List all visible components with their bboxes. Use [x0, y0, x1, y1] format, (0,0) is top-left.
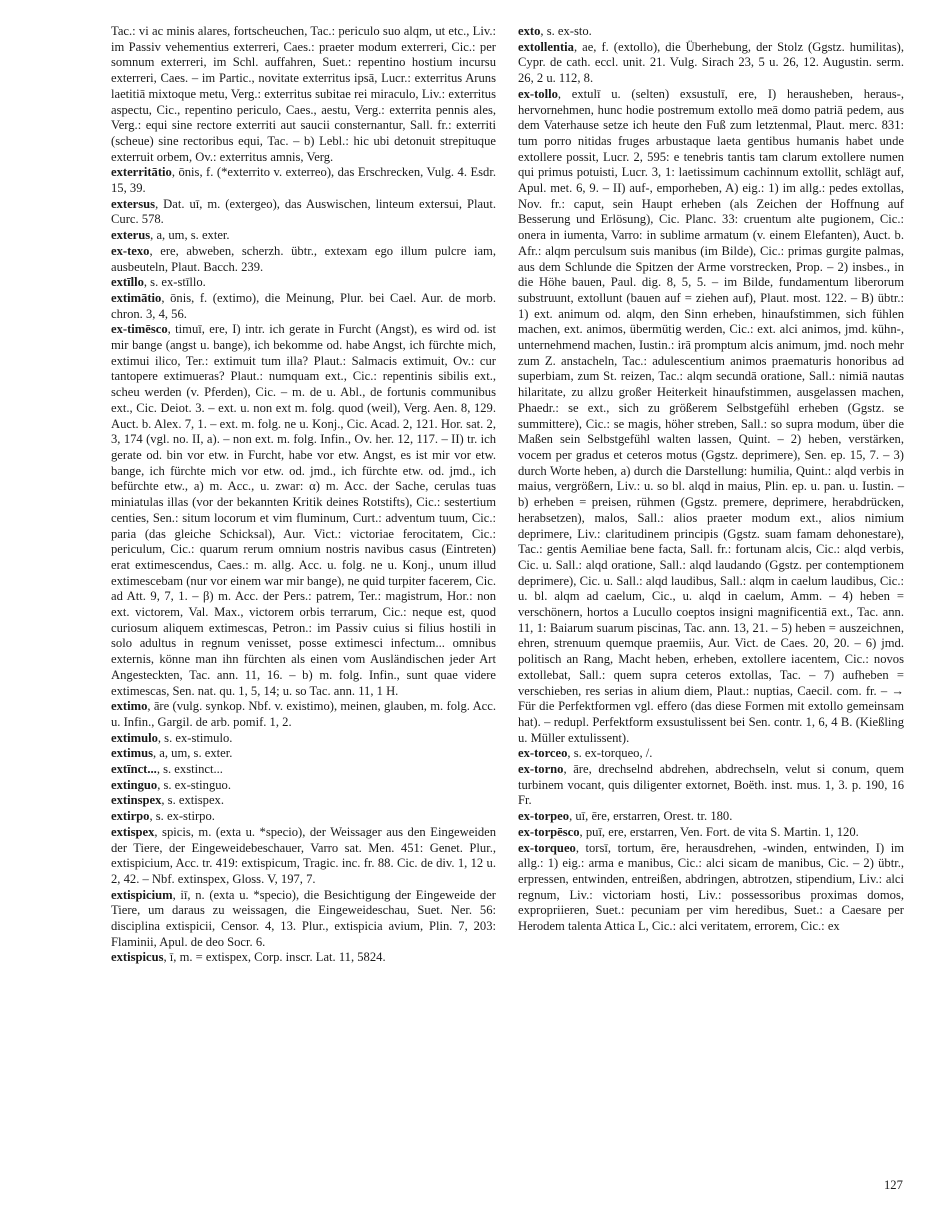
entry-headword: extinspex — [111, 793, 162, 808]
entry-headword: extimātio — [111, 290, 162, 305]
entry-text: , torsī, tortum, ēre, herausdrehen, -winden, entwinden, I) im allg.: 1) eig.: arma e manibus, Cic.: alci sicam de manibus, Cic. – 2) übtr., erpressen, entwinden, entreißen, abdringen, abtrotzen, stipendium, Liv.: alci regnum, Liv.: victoriam hosti, Liv.: possessoribus proximas domos, expropriieren, Suet.: pecuniam per vim heredibus, Suet.: a Caesare per Herodem talenta Attica L, Cic.: alci veritatem, errorem, Cic.: ex — [518, 840, 904, 934]
entry-text: , ōnis, f. (*exterrito v. exterreo), das Erschrecken, Vulg. 4. Esdr. 15, 39. — [111, 165, 496, 196]
entry-text: , āre, drechselnd abdrehen, abdrechseln, velut si conum, quem turbinem vocant, quis diligenter extornet, Boëth. inst. mus. 1, 3. p. 190, 16 Fr. — [518, 762, 904, 808]
dictionary-entry — [111, 165, 496, 196]
dictionary-entry — [111, 244, 496, 275]
dictionary-entry — [111, 793, 496, 809]
column-left — [111, 24, 496, 966]
entry-text: , a, um, s. exter. — [152, 746, 233, 761]
dictionary-entry — [111, 778, 496, 794]
entry-text: , s. extispex. — [161, 793, 224, 808]
dictionary-entry — [111, 888, 496, 951]
entry-headword: extimo — [111, 699, 148, 714]
entry-text: , āre (vulg. synkop. Nbf. v. existimo), meinen, glauben, m. folg. Acc. u. Infin., Gargil. de arb. pomif. 1, 2. — [111, 699, 496, 729]
entry-text: , ae, f. (extollo), die Überhebung, der Stolz (Ggstz. humilitas), Cypr. de cath. eccl. unit. 21. Vulg. Sirach 23, 5 u. 26, 12. Augustin. serm. 26, 2 u. 112, 8. — [518, 39, 904, 86]
dictionary-entry — [111, 699, 496, 730]
entry-text: , s. ex-sto. — [540, 24, 592, 38]
column-right — [518, 24, 904, 935]
dictionary-entry — [518, 762, 904, 809]
entry-text: , ōnis, f. (extimo), die Meinung, Plur. bei Cael. Aur. de morb. chron. 3, 4, 56. — [111, 290, 496, 321]
dictionary-entry — [518, 87, 904, 747]
entry-text: , s. ex-torqueo, /. — [567, 746, 653, 761]
dictionary-entry — [518, 24, 904, 40]
entry-text: , a, um, s. exter. — [150, 228, 230, 243]
entry-headword: extīnct... — [111, 762, 157, 777]
dictionary-entry — [111, 197, 496, 228]
entry-text: , s. ex-stirpo. — [149, 809, 215, 824]
entry-headword: exterus — [111, 228, 151, 243]
dictionary-entry — [111, 731, 496, 747]
entry-headword: extollentia — [518, 39, 574, 54]
entry-headword: ex-torceo — [518, 746, 568, 761]
dictionary-entry — [111, 322, 496, 699]
entry-headword: ex-tollo — [518, 86, 558, 101]
page-number: 127 — [884, 1178, 903, 1192]
entry-text: , s. exstinct... — [156, 762, 223, 777]
entry-text: , ī, m. = extispex, Corp. inscr. Lat. 11, 5824. — [163, 950, 386, 965]
dictionary-entry — [518, 841, 904, 935]
entry-text: , timuī, ere, I) intr. ich gerate in Furcht (Angst), es wird od. ist mir bange (angst u. bange), ich bekomme od. habe Angst, ich fürchte mich, extimui ilico, Ter.: extimuit tum illa? Plaut.: Salmacis extimuit, Ov.: cur tantopere extimueras? Plaut.: numquam ext., Cic.: repentinis sibilis ext., scheu werden (v. Pferden), Cic. – m. de u. Abl., de fortunis communibus ext., Cic. Deiot. 3. – ext. u. non ext m. folg. quod (weil), Verg. Aen. 8, 129. Auct. b. Alex. 7, 1. – ext. m. folg. ne u. Konj., Cic. Acad. 2, 121. Hor. sat. 2, 3, 174 (vgl. no. II, a). – non ext. m. folg. Infin., Ov. her. 12, 117. – II) tr. ich gerate od. bin vor etw. in Furcht, habe vor etw. Angst, es ist mir vor etw. bange, ich fürchte mich vor etw. od. jmd., ich fürchte etw. od. jmd., ich befürchte etw., a) m. Acc., u. zwar: α) m. Acc. der Sache, cerulas tuas miniatulas illas (vor der bekannten Kritik deines Rotstifts), Cic.: sestertium centies, Sen.: situm locorum et vim fluminum, Curt.: adventum tuum, Cic.: paria (das gleiche Schicksal), Aur. Vict.: victoriae ferocitatem, Cic.: periculum, Cic.: quarum rerum omnium nostris navibus casus (Eintreten) erat extimescendus, Caes.: m. allg. Acc. u. folg. ne u. Konj., unum illud extimescebam (nur vor einem war mir bange), ne quid turpiter facerem, Cic. ad Att. 9, 7, 1. – β) m. Acc. der Pers.: patrem, Ter.: magistrum, Hor.: non ext. victorem, Val. Max., victorem orbis terrarum, Cic.: neque est, quod curiosum aliquem extimescas, Petron.: im Passiv cuius si filius hostili in solo adultus in regnum venisset, posse extimesci infectum... omnibus externis, könne man ihn fürchten als einen vom Ausländischen jeder Art Angesteckten, Tac. ann. 11, 16. – b) m. folg. Infin., sunt quae videre extimescas, Sen. nat. qu. 1, 5, 14; u. so Tac. ann. 11, 1 H. — [111, 322, 496, 698]
entry-text: , puī, ere, erstarren, Ven. Fort. de vita S. Martin. 1, 120. — [579, 824, 859, 839]
entry-text: , Dat. uī, m. (extergeo), das Auswischen, linteum extersui, Plaut. Curc. 578. — [111, 196, 496, 227]
entry-headword: extispex — [111, 824, 155, 839]
entry-headword: ex-torpeo — [518, 809, 570, 824]
dictionary-entry — [111, 24, 496, 165]
entry-headword: exto — [518, 24, 541, 38]
entry-text: , s. ex-stinguo. — [157, 777, 231, 792]
entry-headword: extīllo — [111, 275, 144, 290]
entry-text: , extulī u. (selten) exsustulī, ere, I) herausheben, heraus-, hervornehmen, hunc hodie postremum extollo meā domo patriā pedem, aus dem Vaterhause setze ich heute den Fuß zum letztenmal, Plaut. merc. 831: tum porro nitidas fruges arbustaque laeta gentibus humanis habet unde extollere possit, Lucr. 2, 595: e tenebris tantis tam clarum extollere numen qui primus potuisti, Lucr. 3, 1: laetissimum cachinnum extollit, schlägt auf, Apul. met. 6, 9. – II) auf-, emporheben, A) eig.: 1) im allg.: pedes extollas, Nov. fr.: caput, sein Haupt erheben (als Zeichen der Hoffnung auf Besserung und Erlösung), Cic. Planc. 33: cruentum alte pugionem, Cic.: onera in iumenta, Varro: in sublime armatum (v. einem Elefanten), Auct. b. Afr.: alqm perculsum suis manibus (im Bilde), Cic.: primas gurgite palmas, aus dem Schlunde die Spitzen der Arme vorstrecken, Prop. – 2) insbes., in die Höhe bauen, Paul. dig. 8, 5, 5. – im Bilde, fundamentum liberorum substruunt, extollunt (bauen auf = ziehen auf), Plaut. most. 122. – B) übtr.: 1) ext. animum od. alqm, den Sinn erheben, hinaufstimmen, sich fühlen machen, ext. animos, übermütig werden, Cic.: ext. alci animos, jmd. kühn-, unternehmend machen, Iustin.: irā promptum alcis animum, jmd. noch mehr zum Z. anstacheln, Tac.: adulescentium animos praematuris honoribus ad superbiam, zum St. reizen, Tac.: alqm secundā oratione, Sall.: nimiā nautas hilaritate, zu allzu großer Heiterkeit hinaufstimmen, ausgelassen machen, Phaedr.: se ext., sich zu größerem Selbstgefühl erheben (Ggstz. se summittere), Cic.: se magis, höher streben, Sall.: so supra modum, über die Maßen sein Selbstgefühl walten lassen, Quint. – 2) heben, verstärken, vocem per gradus et ceteros motus (Ggstz. deprimere), Sen. ep. 15, 7. – 3) durch Worte heben, a) durch die Darstellung: humilia, Quint.: alqd verbis in maius, vergrößern, Liv.: u. so bl. alqd in maius, Plin. ep. u. pan. u. Iustin. – b) erheben = preisen, rühmen (Ggstz. premere, deprimere, herabdrücken, herabsetzen), malos, Sall.: alios praeter modum ext., alios nimium deprimere, Liv.: claritudinem principis (Ggstz. suam famam dehonestare), Tac.: gentis Aemiliae bene facta, Sall. fr.: fortunam alcis, Cic.: alqd verbis, Cic. u. Sall.: alqd oratione, Sall.: alqd laudando (Ggstz. per contemptionem deprimere), Cic. u. Sall.: alqd laudibus, Sall.: alqm in caelum laudibus, Cic.: u. bl. alqm ad caelum, Cic., u. alqd in caelum, Amm. – 4) heben = verschönern, hortos a Lucullo coeptos insigni magnificentiā ext., Tac. ann. 11, 1: Baiarum suarum piscinas, Tac. ann. 13, 21. – 5) heben = auszeichnen, ehren, strenuum quemque praemiis, Aur. Vict. de Caes. 20, 20. – 6) jmd. politisch an Rang, Macht heben, erheben, extollere iacentem, Cic.: novos extollebat, Sall.: quem supra ceteros extollas, Tac. – 7) aufheben = verschieben, res serias in alium diem, Plaut.: nuptias, Caecil. com. fr. – → Für die Perfektformen vgl. effero (das diese Formen mit extollo gemeinsam hat). – redupl. Perfektform exsustulissent bei Sen. contr. 1, 6, 4 B. (Kießling u. Müller extulissent). — [518, 86, 904, 745]
entry-headword: extimulo — [111, 730, 158, 745]
dictionary-entry — [518, 746, 904, 762]
dictionary-entry — [518, 809, 904, 825]
entry-text: , iī, n. (exta u. *specio), die Besichtigung der Eingeweide der Tiere, um daraus zu weissagen, die Eingeweideschau, Suet. Ner. 56: disciplina extispicii, Censor. 4, 13. Plur., extispicia avium, Plin. 7, 203: Flaminii, Apul. de deo Socr. 6. — [111, 887, 496, 949]
dictionary-entry — [518, 825, 904, 841]
dictionary-entry — [111, 228, 496, 244]
dictionary-entry — [518, 40, 904, 87]
entry-headword: extispicus — [111, 950, 164, 965]
entry-headword: exterritātio — [111, 165, 172, 180]
dictionary-entry — [111, 291, 496, 322]
entry-text: Tac.: vi ac minis alares, fortscheuchen, Tac.: periculo suo alqm, ut etc., Liv.: im Passiv vehementius exterreri, Caes.: praeter modum exterreri, Cic.: per somnum exterreri, im Schl. auffahren, Suet.: repentino hostium incursu exterreri, Caes. – im Partic., novitate exterritus ipsā, Lucr.: exterritus Aruns laetitiā mixtoque metu, Verg.: exterritus subitae rei miraculo, Liv.: exterritus aspectu, Cic., repentino periculo, Caes., aestu, Verg.: exterrita pennis ales, Verg.: equi sine rectore exterriti aut saucii consternantur, Sall. fr.: exterriti (scheue) sine rectoribus equi, Tac. – b) Lebl.: hic ubi detonuit strepituque exterruit orbem, Ov.: exterritus amnis, Verg. — [111, 24, 496, 164]
entry-headword: ex-torqueo — [518, 840, 576, 855]
entry-headword: extersus — [111, 196, 156, 211]
dictionary-entry — [111, 809, 496, 825]
entry-headword: extimus — [111, 746, 153, 761]
dictionary-entry — [111, 950, 496, 966]
dictionary-entry — [111, 825, 496, 888]
entry-text: , s. ex-stimulo. — [157, 730, 233, 745]
entry-headword: ex-torno — [518, 762, 564, 777]
entry-headword: ex-timēsco — [111, 322, 168, 337]
entry-headword: ex-texo — [111, 243, 150, 258]
entry-text: , ere, abweben, scherzh. übtr., extexam ego illum pulcre iam, ausbeuteln, Plaut. Bacch. 239. — [111, 243, 496, 274]
entry-text: , uī, ēre, erstarren, Orest. tr. 180. — [569, 809, 733, 824]
entry-headword: extispicium — [111, 887, 173, 902]
entry-headword: extinguo — [111, 777, 158, 792]
entry-headword: extirpo — [111, 809, 150, 824]
entry-text: , s. ex-stīllo. — [143, 275, 206, 290]
entry-text: , spicis, m. (exta u. *specio), der Weissager aus den Eingeweiden der Tiere, der Eingeweidebeschauer, Varro sat. Men. 451: Genet. Plur., extispicium, Acc. tr. 419: extispicum, Tragic. inc. fr. 88. Cic. de div. 1, 12 u. 2, 42. – Nbf. extinspex, Gloss. V, 197, 7. — [111, 824, 496, 886]
dictionary-entry — [111, 762, 496, 778]
entry-headword: ex-torpēsco — [518, 824, 580, 839]
dictionary-entry — [111, 275, 496, 291]
dictionary-entry — [111, 746, 496, 762]
